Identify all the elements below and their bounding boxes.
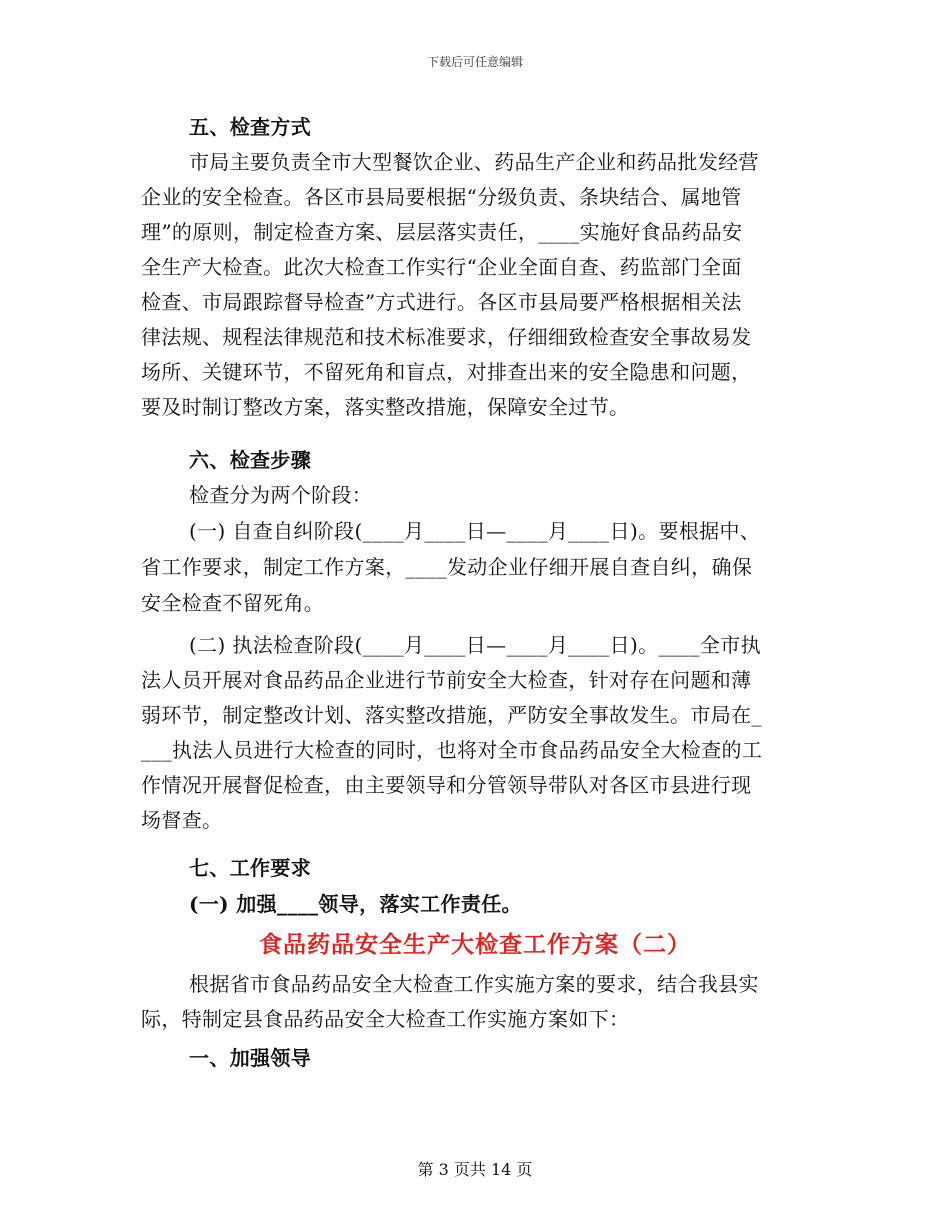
section-heading-1: 一、加强领导 [189, 1046, 312, 1070]
page-header: 下载后可任意编辑 [426, 55, 523, 69]
paragraph-line: 律法规、规程法律规范和技术标准要求，仔细细致检查安全事故易发 [141, 325, 752, 349]
paragraph-line: 市局主要负责全市大型餐饮企业、药品生产企业和药品批发经营 [189, 150, 759, 174]
paragraph-line: 省工作要求，制定工作方案，____发动企业仔细开展自查自纠，确保 [141, 555, 753, 579]
paragraph-line: 企业的安全检查。各区市县局要根据“分级负责、条块结合、属地管 [141, 185, 742, 209]
paragraph-line: 场督查。 [141, 808, 223, 832]
section-heading-6: 六、检查步骤 [189, 448, 312, 472]
section-heading-5: 五、检查方式 [189, 115, 312, 139]
paragraph-line: 法人员开展对食品药品企业进行节前安全大检查，针对存在问题和薄 [141, 668, 752, 692]
paragraph-line: 际，特制定县食品药品安全大检查工作实施方案如下： [141, 1007, 630, 1031]
paragraph-line: 场所、关键环节，不留死角和盲点，对排查出来的安全隐患和问题， [141, 360, 752, 384]
document-title: 食品药品安全生产大检查工作方案（二） [259, 931, 691, 958]
paragraph-line: 安全检查不留死角。 [141, 591, 325, 615]
page-footer: 第 3 页共 14 页 [417, 1160, 533, 1179]
paragraph-line: 全生产大检查。此次大检查工作实行“企业全面自查、药监部门全面 [141, 255, 742, 279]
paragraph-line: 理”的原则，制定检查方案、层层落实责任，____实施好食品药品安 [141, 220, 743, 244]
paragraph-line: 作情况开展督促检查，由主要领导和分管领导带队对各区市县进行现 [141, 773, 752, 797]
subsection-heading: (一) 加强____领导，落实工作责任。 [189, 892, 522, 916]
paragraph-line: (二) 执法检查阶段(____月____日—____月____日)。____全市执 [189, 633, 761, 657]
paragraph-line: 根据省市食品药品安全大检查工作实施方案的要求，结合我县实 [189, 972, 759, 996]
paragraph-line: 要及时制订整改方案，落实整改措施，保障安全过节。 [141, 395, 630, 419]
section-heading-7: 七、工作要求 [189, 856, 312, 880]
paragraph-line: 检查分为两个阶段： [189, 483, 373, 507]
paragraph-line: 检查、市局跟踪督导检查”方式进行。各区市县局要严格根据相关法 [141, 290, 742, 314]
paragraph-line: 弱环节，制定整改计划、落实整改措施，严防安全事故发生。市局在_ [141, 703, 762, 727]
paragraph-line: ___执法人员进行大检查的同时，也将对全市食品药品安全大检查的工 [141, 738, 763, 762]
paragraph-line: (一) 自查自纠阶段(____月____日—____月____日)。要根据中、 [189, 519, 761, 543]
